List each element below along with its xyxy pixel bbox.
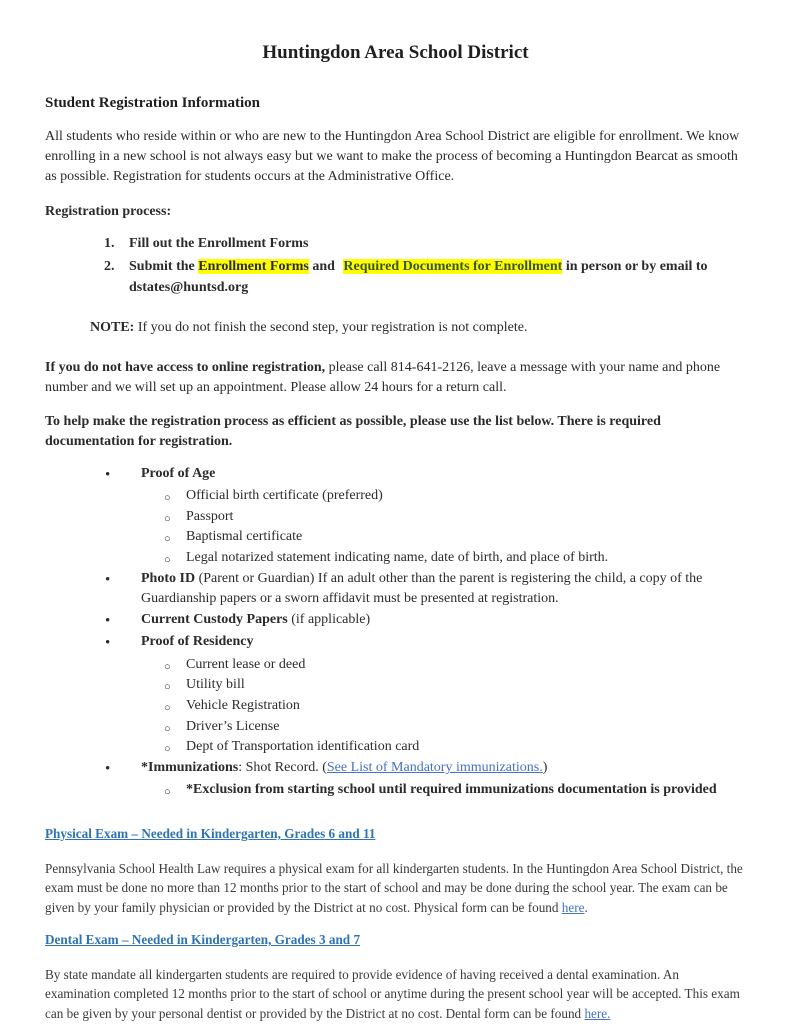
checklist-subitem — [164, 717, 746, 738]
checklist-item-rest: (Parent or Guardian) If an adult other than the parent is registering the child, a copy of the Guardianship papers or a sworn affidavit must be presented at registration. — [141, 570, 703, 607]
dental-exam-paragraph — [45, 965, 746, 1024]
checklist-subitem-text: ○ Vehicle Registration — [186, 698, 300, 713]
checklist-subitem — [164, 655, 746, 676]
physical-exam-heading-link[interactable]: Physical Exam – Needed in Kindergarten, Grades 6 and 11 — [45, 826, 376, 842]
note-label: NOTE: — [90, 319, 135, 335]
checklist-item-immunizations — [105, 758, 746, 780]
step-1-text: Fill out the Enrollment Forms — [129, 235, 309, 251]
dental-exam-heading-link[interactable]: Dental Exam – Needed in Kindergarten, Grades 3 and 7 — [45, 932, 361, 948]
efficient-process-paragraph: To help make the registration process as efficient as possible, please use the list below. There is required documentation for registration. — [45, 413, 661, 449]
checklist-subitem-text: ○ Official birth certificate (preferred) — [186, 487, 383, 503]
checklist-subitem-exclusion — [164, 780, 746, 801]
checklist-item-title: Current Custody Papers — [141, 612, 288, 628]
step-2-text-post: in person or by email to — [562, 258, 708, 274]
step-2-text — [129, 256, 741, 298]
checklist-item-rest: : Shot Record. ( — [238, 760, 327, 776]
checklist-subitem — [164, 675, 746, 696]
checklist-subitem-text: ○ Passport — [186, 508, 234, 524]
checklist-subitem-text: ○ Baptismal certificate — [186, 529, 303, 545]
checklist-item-rest: (if applicable) — [287, 612, 371, 628]
required-documents-enrollment-link[interactable]: Required Documents for Enrollment — [343, 258, 563, 274]
no-online-access-text: please call 814-641-2126, leave a message with your name and phone number and we will set up an appointment. Please allow 24 hours for a return call. — [45, 359, 721, 395]
checklist-subitem-text: ○ Utility bill — [186, 677, 245, 693]
document-title: Huntingdon Area School District — [262, 42, 529, 63]
checklist-subitem — [164, 527, 746, 548]
checklist-item-custody-papers — [105, 610, 746, 632]
mandatory-immunizations-link[interactable]: See List of Mandatory immunizations. — [326, 760, 543, 776]
checklist-item-proof-of-age — [105, 464, 746, 486]
step-1 — [104, 233, 746, 254]
checklist-subitem — [164, 548, 746, 569]
physical-exam-paragraph — [45, 859, 746, 918]
checklist-subitem-text: ○ Current lease or deed — [186, 656, 306, 672]
checklist-item-title: • Proof of Residency — [141, 634, 254, 650]
checklist-item-after-link: ) — [542, 760, 548, 776]
dental-exam-text: By state mandate all kindergarten students are required to provide evidence of having received a dental examination. An examination completed 12 months prior to the start of school or anytime during the present school year will be accepted. This exam can be given by your personal dentist or provided by the District at no cost. Dental form can be found — [45, 966, 740, 1021]
step-2-number: 2. — [104, 258, 115, 274]
checklist-subitem-text: ○ *Exclusion from starting school until required immunizations documentation is provided — [186, 782, 717, 798]
checklist-item-title: Photo ID — [141, 570, 196, 586]
dental-form-here-link[interactable]: here. — [584, 1005, 611, 1021]
physical-exam-text: Pennsylvania School Health Law requires a physical exam for all kindergarten students. In the Huntingdon Area School District, the exam must be done no more than 12 months prior to the start of school and may be done during the school year. The exam can be given by your family physician or provided by the District at no cost. Physical form can be found — [45, 860, 743, 915]
registration-steps — [104, 233, 746, 298]
checklist-subitem — [164, 737, 746, 758]
step-2-text-pre: Submit the — [129, 258, 199, 274]
email-address: dstates@huntsd.org — [129, 279, 249, 295]
checklist-item-text — [141, 610, 746, 632]
step-2-text-mid: and — [308, 258, 339, 274]
checklist-item-text — [141, 758, 746, 780]
intro-paragraph: All students who reside within or who are new to the Huntingdon Area School District are eligible for enrollment. We know enrolling in a new school is not always easy but we want to make the process of becoming a Huntingdon Bearcat as smooth as possible. Registration for students occurs at the Administrative Office. — [45, 128, 740, 184]
enrollment-forms-highlight: Enrollment Forms — [198, 258, 309, 274]
checklist-item-proof-of-residency — [105, 632, 746, 654]
checklist-item-text — [141, 569, 746, 610]
note-text: If you do not finish the second step, your registration is not complete. — [134, 319, 528, 335]
registration-process-label: Registration process: — [45, 203, 172, 219]
no-online-access-paragraph — [45, 358, 746, 398]
physical-form-here-link[interactable]: here — [561, 899, 585, 915]
note-line — [90, 318, 746, 338]
checklist-item-title: *Immunizations — [141, 760, 239, 776]
checklist-item-photo-id — [105, 569, 746, 610]
checklist-subitem-text: ○ Driver’s License — [186, 718, 280, 734]
section-heading: Student Registration Information — [45, 94, 261, 111]
required-documents-checklist — [105, 464, 746, 801]
checklist-subitem — [164, 696, 746, 717]
checklist-subitem-text: ○ Dept of Transportation identification card — [186, 739, 420, 755]
checklist-subitem — [164, 486, 746, 507]
step-2 — [104, 256, 746, 298]
checklist-subitem-text: ○ Legal notarized statement indicating name, date of birth, and place of birth. — [186, 550, 609, 566]
physical-exam-after-link: . — [584, 899, 588, 915]
step-1-number: 1. — [104, 235, 115, 251]
checklist-subitem — [164, 507, 746, 528]
checklist-item-title: • Proof of Age — [141, 465, 216, 481]
no-online-access-lead: If you do not have access to online registration, — [45, 359, 326, 375]
